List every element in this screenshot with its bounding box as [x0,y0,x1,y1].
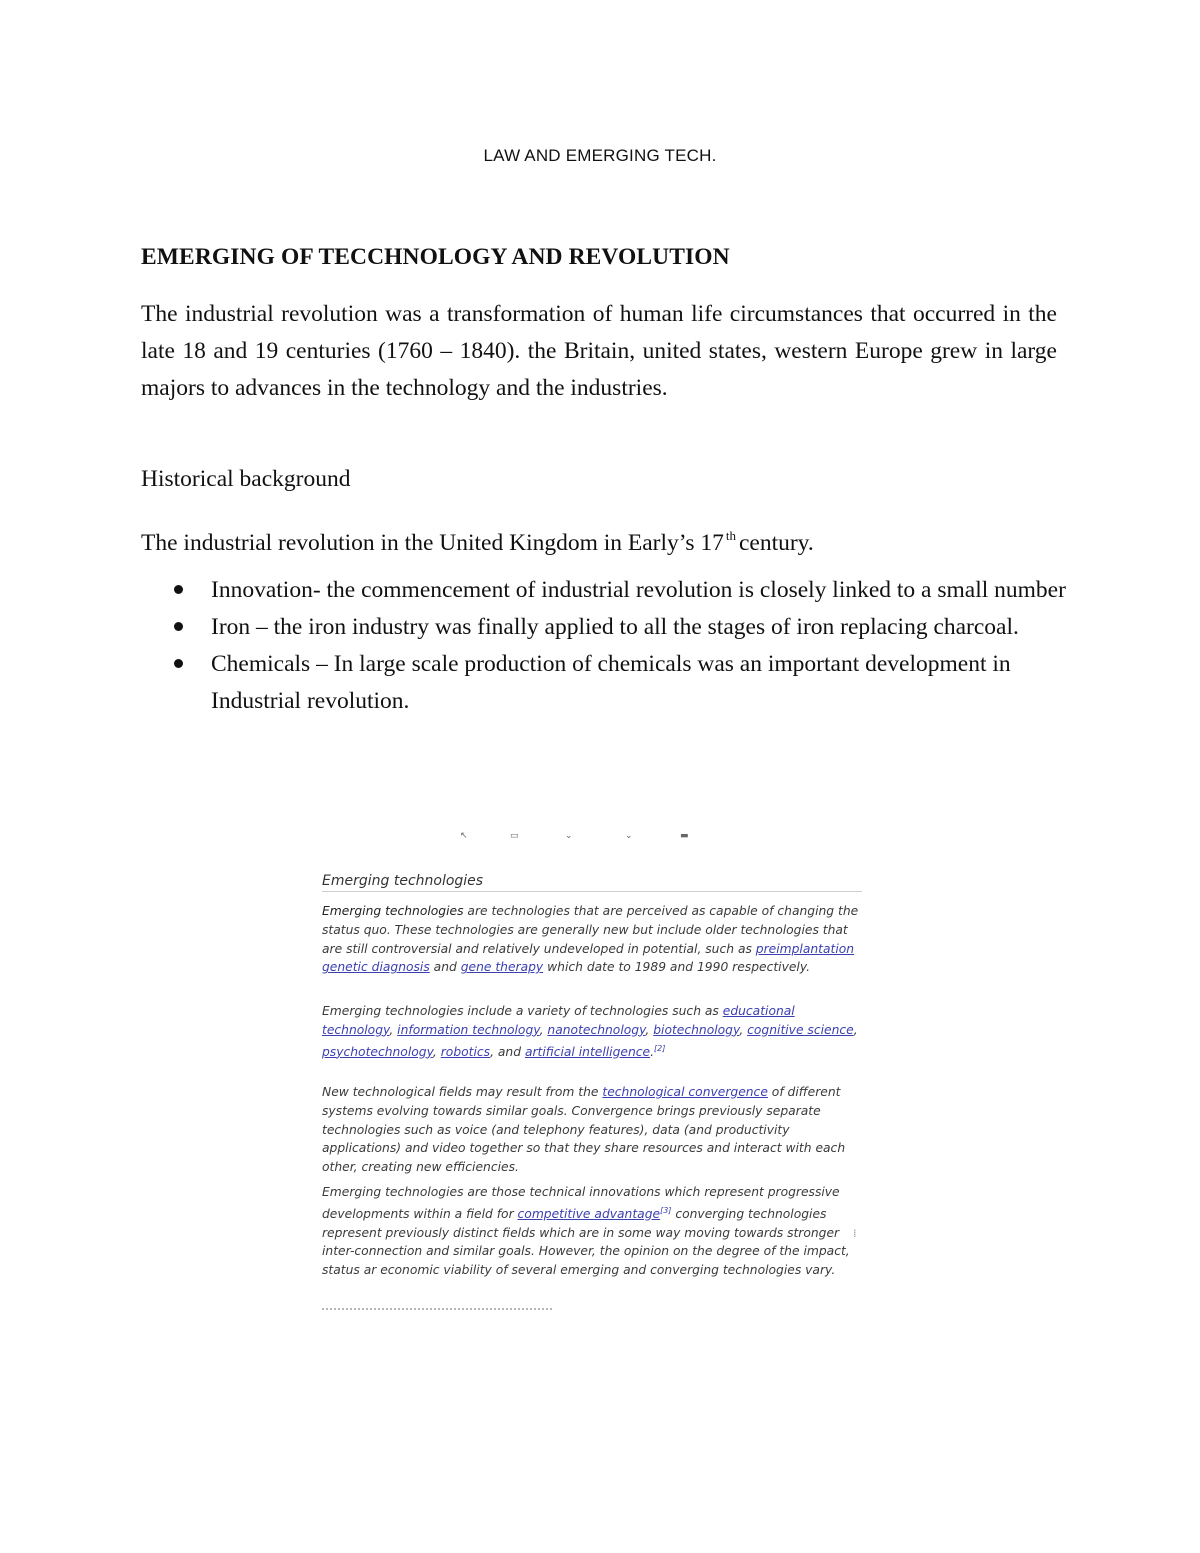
bullet-item [141,609,1071,646]
bullet-list [141,572,1071,720]
screenshot-toolbar [460,831,700,843]
text: of different systems evolving towards similar goals. Convergence brings previously separate technologies such as voice (and telephony features), data (and productivity applications) and video together so that they share resources and interact with each other, creating new efficiencies. [322,1085,846,1175]
text: and [429,960,461,975]
link-information-technology[interactable]: information technology [397,1022,540,1037]
text: Emerging technologies include a variety of technologies such as [322,1004,723,1018]
link-robotics[interactable]: robotics [440,1044,491,1059]
bullet-item [141,646,1071,720]
link-cognitive-science[interactable]: cognitive science [747,1022,854,1037]
bullet-text: Chemicals – In large scale production of chemicals was an important development in Industrial revolution. [211,651,1011,714]
screenshot-title: Emerging technologies [322,873,862,892]
link-artificial-intelligence[interactable]: artificial intelligence [524,1044,651,1059]
scroll-marker-icon: ⁞ [853,1227,857,1240]
toolbar-glyph-icon: ▬ [680,831,689,841]
toolbar-glyph-icon: ⌄ [625,831,633,841]
bullet-item [141,572,1071,609]
screenshot-paragraph-2: Emerging technologies include a variety of technologies such as educational technology, information technology, nanotechnology, biotechnology, cognitive science, psychotechnology, robotics, and artificial intelligence.[2] [322,1004,858,1059]
embedded-screenshot [300,825,875,1320]
historical-background-label: Historical background [141,466,351,492]
footnote-ref[interactable]: [3] [660,1205,672,1215]
toolbar-glyph-icon: ▭ [510,831,519,841]
bullet-text: Innovation- the commencement of industrial revolution is closely linked to a small number [211,577,1066,603]
section-heading: EMERGING OF TECCHNOLOGY AND REVOLUTION [141,244,730,270]
link-technological-convergence[interactable]: technological convergence [602,1085,768,1099]
superscript-th: th [725,528,736,543]
footnote-ref[interactable]: [2] [654,1043,666,1053]
text: which date to 1989 and 1990 respectively. [543,960,811,975]
link-competitive-advantage[interactable]: competitive advantage [517,1206,661,1221]
text: and [493,1044,525,1059]
toolbar-glyph-icon: ⌄ [565,831,573,841]
link-nanotechnology[interactable]: nanotechnology [547,1022,646,1037]
bullet-dot-icon [174,659,183,668]
bullet-text: Iron – the iron industry was finally applied to all the stages of iron replacing charcoal. [211,614,1019,640]
link-biotechnology[interactable]: biotechnology [653,1022,740,1037]
link-educational-technology[interactable]: educational technology [322,1004,795,1037]
text: converging technologies represent previously distinct fields which are in some way moving towards stronger inter-connection and similar goals. However, the opinion on the degree of the impact, status ar economic viability of several emerging and converging technologies vary. [322,1206,850,1278]
history-paragraph [141,517,1057,562]
link-gene-therapy[interactable]: gene therapy [460,960,544,975]
text: Emerging technologies are those technical innovations which represent progressive developments within a field for [322,1185,840,1221]
document-header: LAW AND EMERGING TECH. [483,146,717,165]
screenshot-paragraph-3 [322,1083,862,1177]
bullet-dot-icon [174,585,183,594]
link-psychotechnology[interactable]: psychotechnology [322,1044,433,1059]
intro-paragraph: The industrial revolution was a transformation of human life circumstances that occurred in the late 18 and 19 centuries (1760 – 1840). the Britain, united states, western Europe grew in large majors to advances in the technology and the industries. [141,301,1057,401]
cropped-text-line [322,1308,552,1316]
toolbar-glyph-icon: ↖ [460,831,468,841]
history-text: The industrial revolution in the United Kingdom in Early’s 17 [141,530,724,556]
text: are technologies that are perceived as capable of changing the status quo. These technologies are generally new but include older technologies that are still controversial and relatively undeveloped in potential, such as [322,904,859,956]
screenshot-paragraph-1 [322,902,862,977]
text: New technological fields may result from the [322,1085,603,1099]
link-pgd[interactable]: preimplantation genetic diagnosis [322,941,855,975]
bullet-dot-icon [174,622,183,631]
lead-term: Emerging technologies [322,904,464,918]
screenshot-paragraph-4 [322,1183,862,1280]
history-text-end: century. [738,530,814,556]
